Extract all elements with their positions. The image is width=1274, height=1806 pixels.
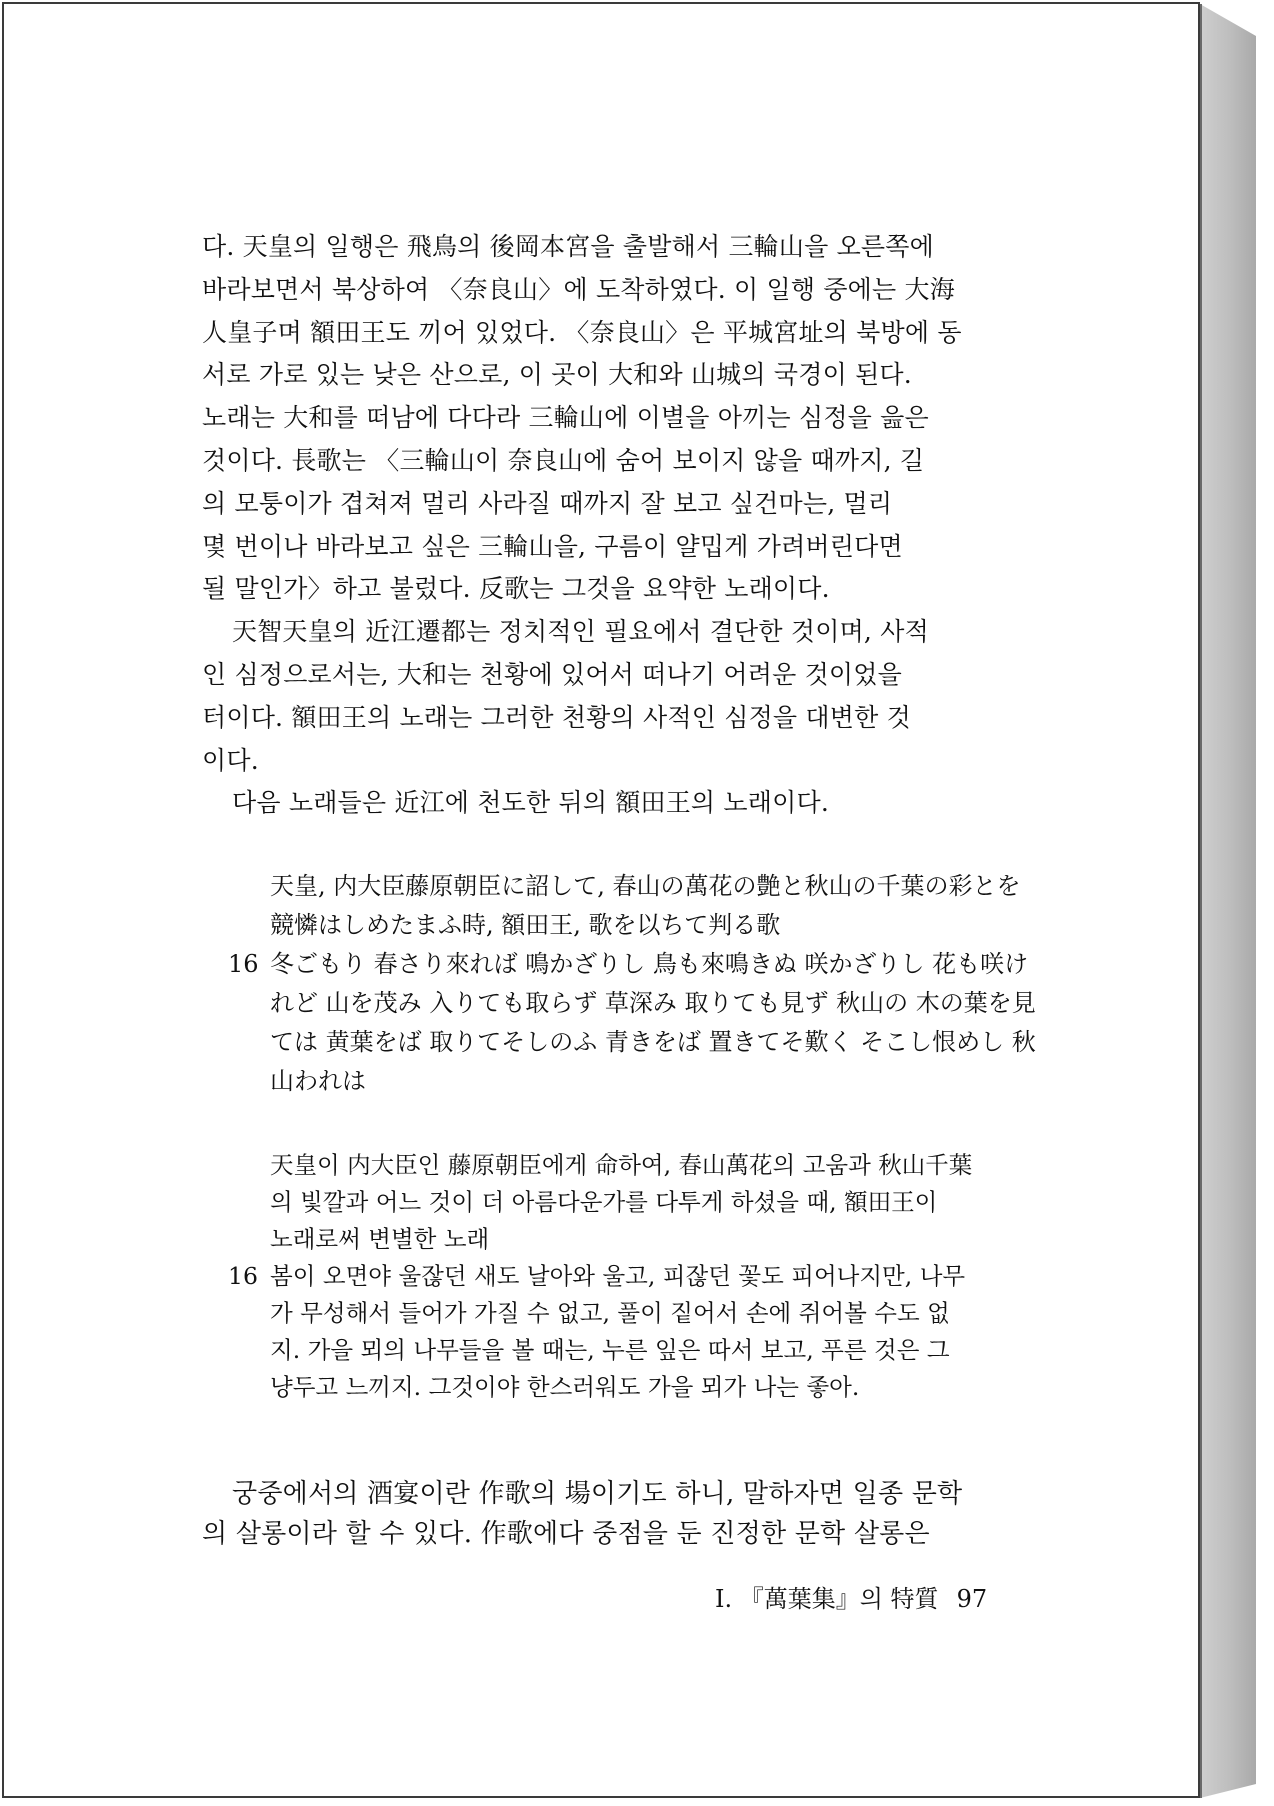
body-line: 서로 가로 있는 낮은 산으로, 이 곳이 大和와 山城의 국경이 된다. — [202, 360, 912, 390]
translation-heading-line: 天皇이 内大臣인 藤原朝臣에게 命하여, 春山萬花의 고움과 秋山千葉 — [270, 1151, 973, 1179]
body-line: 이다. — [202, 745, 259, 775]
body-line: 노래는 大和를 떠남에 다다라 三輪山에 이별을 아끼는 심정을 읊은 — [202, 403, 929, 433]
page-edge — [1200, 4, 1202, 1798]
page-footer — [715, 1584, 1015, 1614]
body-text-upper — [202, 226, 1020, 825]
body-text-lower — [202, 1474, 1020, 1554]
translation-line — [228, 1258, 1028, 1295]
poem-heading-line: 競憐はしめたまふ時, 額田王, 歌を以ちて判る歌 — [270, 911, 781, 939]
body-line: 의 살롱이라 할 수 있다. 作歌에다 중점을 둔 진정한 문학 살롱은 — [202, 1519, 930, 1549]
japanese-poem — [228, 867, 1036, 1101]
translation-line: 냥두고 느끼지. 그것이야 한스러워도 가을 뫼가 나는 좋아. — [270, 1373, 860, 1401]
poem-line: 山われは — [270, 1067, 366, 1095]
body-line: 터이다. 額田王의 노래는 그러한 천황의 사적인 심정을 대변한 것 — [202, 702, 911, 732]
translation-line-text: 봄이 오면야 울잖던 새도 날아와 울고, 피잖던 꽃도 피어나지만, 나무 — [270, 1262, 966, 1290]
body-line: 다음 노래들은 近江에 천도한 뒤의 額田王의 노래이다. — [232, 788, 829, 818]
translation-heading-line: 노래로써 변별한 노래 — [270, 1225, 490, 1253]
poem-number: 16 — [228, 1262, 258, 1290]
body-line: 바라보면서 북상하여 〈奈良山〉에 도착하였다. 이 일행 중에는 大海 — [202, 274, 955, 304]
page-number: 97 — [956, 1585, 988, 1613]
body-line: 궁중에서의 酒宴이란 作歌의 場이기도 하니, 말하자면 일종 문학 — [232, 1479, 963, 1509]
translation-line: 지. 가을 뫼의 나무들을 볼 때는, 누른 잎은 따서 보고, 푸른 것은 그 — [270, 1336, 950, 1364]
body-line: 의 모퉁이가 겹쳐져 멀리 사라질 때까지 잘 보고 싶건마는, 멀리 — [202, 488, 893, 518]
poem-line: れど 山を茂み 入りても取らず 草深み 取りても見ず 秋山の 木の葉を見 — [270, 989, 1036, 1017]
translation-heading-line: 의 빛깔과 어느 것이 더 아름다운가를 다투게 하셨을 때, 額田王이 — [270, 1188, 938, 1216]
poem-line — [228, 945, 1028, 984]
body-line: 것이다. 長歌는 〈三輪山이 奈良山에 숨어 보이지 않을 때까지, 길 — [202, 445, 925, 475]
poem-line: ては 黄葉をば 取りてそしのふ 青きをば 置きてそ歎く そこし恨めし 秋 — [270, 1028, 1036, 1056]
translation-line: 가 무성해서 들어가 가질 수 없고, 풀이 짙어서 손에 쥐어볼 수도 없 — [270, 1299, 950, 1327]
poem-number: 16 — [228, 950, 259, 978]
body-line: 다. 天皇의 일행은 飛鳥의 後岡本宮을 출발해서 三輪山을 오른쪽에 — [202, 232, 934, 261]
running-head: I. 『萬葉集』의 特質 — [715, 1585, 939, 1613]
body-line: 人皇子며 額田王도 끼어 있었다. 〈奈良山〉은 平城宮址의 북방에 동 — [202, 317, 962, 347]
body-line: 天智天皇의 近江遷都는 정치적인 필요에서 결단한 것이며, 사적 — [232, 617, 929, 647]
book-spine — [1200, 4, 1256, 1798]
body-line: 인 심정으로서는, 大和는 천황에 있어서 떠나기 어려운 것이었을 — [202, 659, 902, 689]
korean-translation — [228, 1147, 1028, 1406]
poem-heading-line: 天皇, 内大臣藤原朝臣に詔して, 春山の萬花の艶と秋山の千葉の彩とを — [270, 872, 1021, 900]
poem-line-text: 冬ごもり 春さり來れば 鳴かざりし 鳥も來鳴きぬ 咲かざりし 花も咲け — [270, 950, 1029, 978]
body-line: 몇 번이나 바라보고 싶은 三輪山을, 구름이 얄밉게 가려버린다면 — [202, 531, 903, 561]
body-line: 될 말인가〉하고 불렀다. 反歌는 그것을 요약한 노래이다. — [202, 574, 830, 604]
